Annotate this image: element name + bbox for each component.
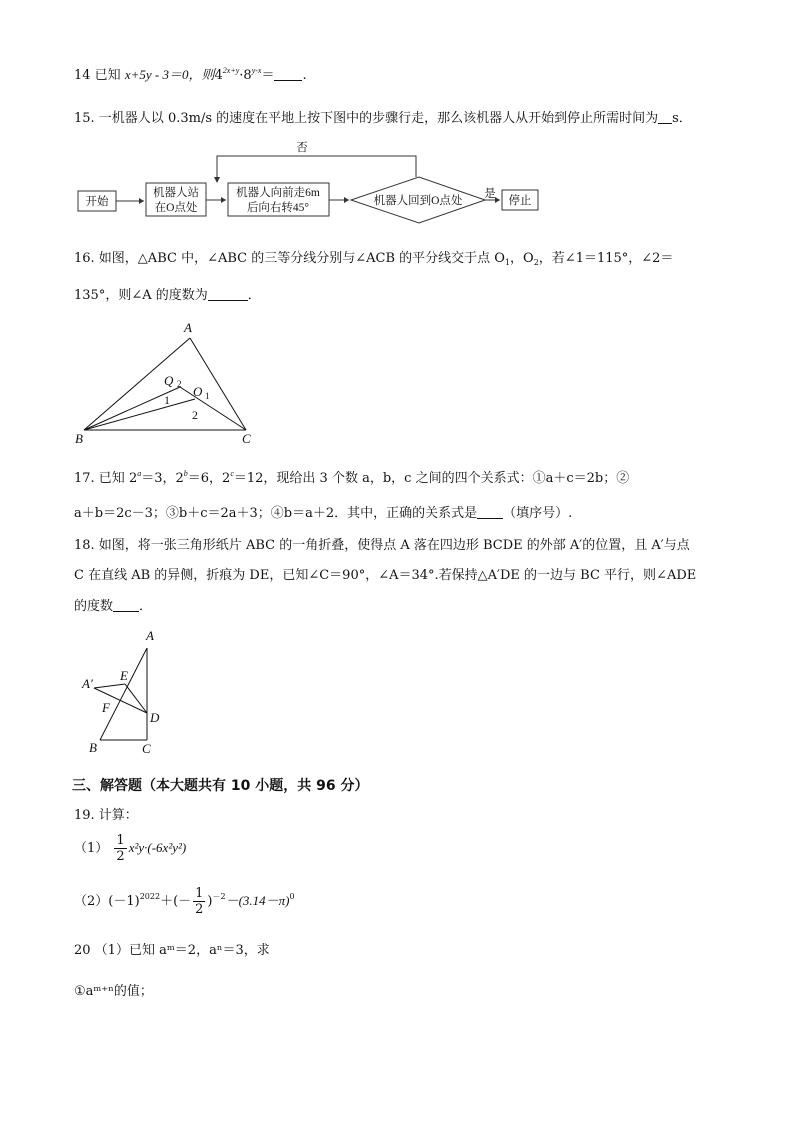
q19-exp: －2: [212, 892, 226, 901]
flow-stop-label: 停止: [508, 195, 532, 207]
q17-text: ＝6，2: [187, 471, 231, 486]
point-E-label: E: [120, 668, 128, 683]
section-heading: 三、解答题（本大题共有 10 小题，共 96 分）: [72, 778, 369, 794]
q14-base1: 4: [214, 68, 223, 83]
q19-part-label: （1）: [74, 841, 109, 856]
vertex-A-label: A: [184, 320, 192, 335]
vertex-C-label: C: [142, 741, 151, 756]
q18-text: 18. 如图，将一张三角形纸片 ABC 的一角折叠，使得点 A 落在四边形 BCDE 的外部 A′的位置，且 A′与点: [74, 538, 690, 553]
q18-end: ．: [139, 599, 153, 614]
q14-expr: x+5y - 3＝0，则: [124, 67, 215, 82]
point-D-label: D: [150, 710, 160, 725]
vertex-C-label: C: [242, 431, 251, 446]
fraction-numerator: 1: [116, 833, 125, 848]
point-O1-label: O: [193, 384, 203, 399]
flow-start-label: 开始: [85, 196, 109, 208]
flow-step2-label: 后向右转45°: [246, 202, 310, 214]
point-O1-sub: 1: [205, 391, 210, 401]
q17-end: （填序号）.: [503, 506, 573, 521]
q18-text: 的度数: [74, 599, 114, 614]
q14-exp1: 2x+y: [222, 66, 240, 75]
q19-part-label: （2）: [74, 894, 109, 909]
flow-decision-label: 机器人回到O点处: [373, 195, 463, 207]
q19-expr: ＋(－: [160, 894, 192, 909]
q18-text: C 在直线 AB 的异侧，折痕为 DE，已知∠C＝90°，∠A＝34°.若保持△A′DE 的一边与 BC 平行，则∠ADE: [74, 568, 697, 583]
q17-text: 17. 已知 2: [74, 471, 138, 486]
fraction: [114, 833, 126, 864]
fraction-numerator: 1: [195, 886, 204, 901]
q19-exp: 2022: [139, 892, 161, 901]
q16-text: 16. 如图，△ABC 中，∠ABC 的三等分线分别与∠ACB 的平分线交于点 O: [74, 251, 505, 266]
angle-2-label: 2: [192, 408, 198, 422]
q17-exp: b: [183, 469, 188, 478]
q19-expr: x²y·(-6x²y²): [128, 840, 187, 855]
flow-no-label: 否: [296, 142, 308, 154]
q16-end: ．: [247, 288, 261, 303]
point-O2-label: Q: [164, 373, 174, 388]
q16-text: ，若∠1＝115°，∠2＝: [538, 251, 674, 266]
q14-base2: 8: [243, 68, 252, 83]
q16-text: ，O: [510, 251, 534, 266]
fraction-denominator: 2: [195, 902, 204, 917]
question-19-part1: [74, 831, 186, 866]
question-19-title: [74, 807, 138, 825]
question-16: 16. 如图，△ABC 中，∠ABC 的三等分线分别与∠ACB 的平分线交于点 $O_1$，$O_2$，若∠1＝115°，∠2＝: [74, 251, 674, 267]
q19-title: 19. 计算：: [74, 808, 138, 823]
q19-expr: ): [207, 894, 213, 909]
flow-step2-label: 机器人向前走6m: [236, 187, 320, 199]
flow-step1-label: 在O点处: [154, 202, 198, 214]
q16-text: 135°，则∠A 的度数为: [74, 288, 208, 303]
vertex-B-label: B: [75, 431, 83, 446]
point-F-label: F: [102, 700, 110, 715]
q17-text: ＝3，2: [141, 471, 184, 486]
q15-text: 15. 一机器人以 0.3m/s 的速度在平地上按下图中的步骤行走，那么该机器人从开始到停止所需时间为: [74, 111, 659, 126]
vertex-B-label: B: [89, 740, 97, 755]
q15-unit: s．: [672, 111, 692, 126]
question-20-cont: [74, 983, 153, 1001]
q14-end: .: [302, 68, 307, 83]
angle-1-label: 1: [164, 393, 170, 407]
vertex-Aprime-label: A′: [82, 676, 93, 691]
q19-expr: (－1): [108, 894, 140, 909]
q17-text: a＋b＝2c－3；③b＋c＝2a＋3；④b＝a＋2．其中，正确的关系式是: [74, 506, 478, 521]
vertex-A-label: A: [146, 628, 154, 643]
point-O2-sub: 2: [177, 379, 182, 389]
q14-exp2: y-x: [251, 66, 262, 75]
flow-step1-label: 机器人站: [153, 187, 199, 199]
q14-dot: ·: [239, 68, 244, 83]
q14-prefix: 14 已知: [74, 68, 121, 83]
q17-text: ＝12，现给出 3 个数 a，b，c 之间的四个关系式：①a＋c＝2b；②: [233, 471, 630, 486]
q19-exp: 0: [289, 892, 295, 901]
q20-text: ①aᵐ⁺ⁿ的值；: [74, 984, 153, 999]
flow-yes-label: 是: [484, 188, 496, 200]
q19-expr: －(3.14－π): [225, 893, 290, 908]
fraction: [193, 886, 205, 917]
fraction-denominator: 2: [116, 849, 125, 864]
q20-text: 20 （1）已知 aᵐ＝2，aⁿ＝3，求: [74, 943, 270, 958]
q17-exp: a: [137, 469, 142, 478]
question-19-part2: [74, 884, 295, 919]
q17-exp: c: [230, 469, 234, 478]
question-20: [74, 942, 270, 960]
q14-eq: ＝: [261, 68, 275, 83]
